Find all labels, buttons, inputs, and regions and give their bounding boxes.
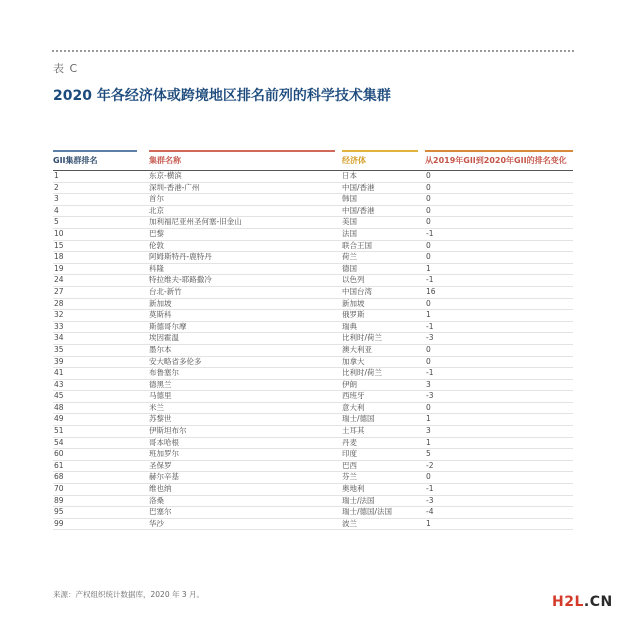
cell-cluster-name: 维也纳 <box>149 484 172 494</box>
cell-rank: 18 <box>54 252 64 262</box>
cell-economy: 俄罗斯 <box>342 310 365 320</box>
cell-cluster-name: 加利福尼亚州圣何塞-旧金山 <box>149 217 242 227</box>
cell-rank: 24 <box>54 275 64 285</box>
cell-rank: 68 <box>54 472 64 482</box>
cell-rank: 51 <box>54 426 64 436</box>
cell-rank: 32 <box>54 310 64 320</box>
cell-economy: 中国/香港 <box>342 182 375 192</box>
cell-rank: 89 <box>54 495 64 505</box>
cell-rank-change: -4 <box>426 507 434 517</box>
table-row <box>53 380 573 392</box>
cell-rank-change: 1 <box>426 437 431 447</box>
cell-rank-change: 0 <box>426 252 431 262</box>
cell-rank-change: 5 <box>426 449 431 459</box>
dotted-divider <box>52 50 574 52</box>
table-row <box>53 519 573 531</box>
cell-economy: 德国 <box>342 263 357 273</box>
cell-economy: 意大利 <box>342 402 365 412</box>
cell-cluster-name: 台北-新竹 <box>149 286 182 296</box>
cell-economy: 瑞士/法国 <box>342 495 375 505</box>
cell-cluster-name: 圣保罗 <box>149 460 172 470</box>
cell-cluster-name: 巴塞尔 <box>149 507 172 517</box>
table-row <box>53 333 573 345</box>
cell-cluster-name: 安大略省多伦多 <box>149 356 202 366</box>
table-row <box>53 438 573 450</box>
cell-economy: 比利时/荷兰 <box>342 368 383 378</box>
cell-cluster-name: 阿姆斯特丹-鹿特丹 <box>149 252 212 262</box>
table-row <box>53 426 573 438</box>
cell-cluster-name: 伦敦 <box>149 240 164 250</box>
cell-economy: 韩国 <box>342 194 357 204</box>
page-title: 2020 年各经济体或跨境地区排名前列的科学技术集群 <box>53 88 391 104</box>
cell-economy: 加拿大 <box>342 356 365 366</box>
cell-economy: 法国 <box>342 228 357 238</box>
cell-cluster-name: 埃因霍温 <box>149 333 179 343</box>
cell-rank: 39 <box>54 356 64 366</box>
cell-cluster-name: 墨尔本 <box>149 344 172 354</box>
cell-rank-change: 0 <box>426 205 431 215</box>
cell-economy: 印度 <box>342 449 357 459</box>
table-row <box>53 206 573 218</box>
table-row <box>53 275 573 287</box>
cell-economy: 伊朗 <box>342 379 357 389</box>
cell-rank-change: 3 <box>426 426 431 436</box>
cell-economy: 瑞士/德国 <box>342 414 375 424</box>
cell-rank-change: -1 <box>426 484 434 494</box>
cell-cluster-name: 马德里 <box>149 391 172 401</box>
cell-rank: 70 <box>54 484 64 494</box>
column-header-economy: 经济体 <box>342 150 418 170</box>
table-row <box>53 217 573 229</box>
cell-economy: 荷兰 <box>342 252 357 262</box>
watermark-part-a: H2L <box>552 594 584 610</box>
cell-economy: 波兰 <box>342 518 357 528</box>
table-row <box>53 507 573 519</box>
cell-rank-change: -1 <box>426 228 434 238</box>
table-row <box>53 403 573 415</box>
table-row <box>53 252 573 264</box>
table-row <box>53 461 573 473</box>
cell-economy: 巴西 <box>342 460 357 470</box>
table-row <box>53 241 573 253</box>
cell-cluster-name: 苏黎世 <box>149 414 172 424</box>
cell-rank-change: -1 <box>426 368 434 378</box>
watermark-part-b: .CN <box>583 594 613 610</box>
table-row <box>53 310 573 322</box>
table-row <box>53 194 573 206</box>
cell-economy: 日本 <box>342 171 357 180</box>
column-header-cluster-name: 集群名称 <box>149 150 335 170</box>
cell-rank: 3 <box>54 194 59 204</box>
cell-rank: 54 <box>54 437 64 447</box>
cell-rank-change: 0 <box>426 182 431 192</box>
cell-rank-change: 1 <box>426 518 431 528</box>
cell-cluster-name: 莫斯科 <box>149 310 172 320</box>
cell-rank-change: 0 <box>426 298 431 308</box>
cell-rank-change: -1 <box>426 321 434 331</box>
cell-rank-change: 0 <box>426 194 431 204</box>
watermark-logo <box>552 594 613 610</box>
cell-economy: 比利时/荷兰 <box>342 333 383 343</box>
cell-rank-change: 3 <box>426 379 431 389</box>
cell-rank-change: 1 <box>426 310 431 320</box>
cell-rank: 5 <box>54 217 59 227</box>
cell-rank: 28 <box>54 298 64 308</box>
cell-rank-change: -3 <box>426 391 434 401</box>
cell-rank-change: 0 <box>426 171 431 180</box>
table-row <box>53 357 573 369</box>
cell-cluster-name: 班加罗尔 <box>149 449 179 459</box>
cell-cluster-name: 赫尔辛基 <box>149 472 179 482</box>
table-row <box>53 299 573 311</box>
table-row <box>53 171 573 183</box>
cell-rank-change: 1 <box>426 414 431 424</box>
cell-economy: 丹麦 <box>342 437 357 447</box>
cell-cluster-name: 首尔 <box>149 194 164 204</box>
cell-economy: 芬兰 <box>342 472 357 482</box>
cell-economy: 中国台湾 <box>342 286 372 296</box>
table-row <box>53 472 573 484</box>
table-row <box>53 287 573 299</box>
cell-rank: 99 <box>54 518 64 528</box>
cell-rank: 95 <box>54 507 64 517</box>
cell-rank: 45 <box>54 391 64 401</box>
cell-rank-change: -1 <box>426 275 434 285</box>
table-row <box>53 229 573 241</box>
table-row <box>53 414 573 426</box>
cell-economy: 瑞典 <box>342 321 357 331</box>
cell-economy: 奥地利 <box>342 484 365 494</box>
cell-rank: 1 <box>54 171 59 180</box>
cell-cluster-name: 深圳-香港-广州 <box>149 182 200 192</box>
cell-rank-change: 0 <box>426 472 431 482</box>
cell-rank: 33 <box>54 321 64 331</box>
cell-cluster-name: 洛桑 <box>149 495 164 505</box>
cell-rank-change: -2 <box>426 460 434 470</box>
table-body <box>53 171 573 530</box>
cell-rank-change: 0 <box>426 356 431 366</box>
table-label: 表 C <box>53 62 79 75</box>
column-header-rank-change: 从2019年GII到2020年GII的排名变化 <box>425 150 573 170</box>
cell-rank: 41 <box>54 368 64 378</box>
table-header <box>0 150 640 170</box>
cell-cluster-name: 布鲁塞尔 <box>149 368 179 378</box>
cell-cluster-name: 科隆 <box>149 263 164 273</box>
cell-economy: 联合王国 <box>342 240 372 250</box>
cell-rank-change: -3 <box>426 333 434 343</box>
cell-cluster-name: 特拉维夫-耶路撒冷 <box>149 275 212 285</box>
cell-rank-change: -3 <box>426 495 434 505</box>
cell-rank-change: 16 <box>426 286 436 296</box>
cell-cluster-name: 斯德哥尔摩 <box>149 321 187 331</box>
cell-rank: 10 <box>54 228 64 238</box>
cell-rank-change: 0 <box>426 217 431 227</box>
table-row <box>53 484 573 496</box>
cell-rank: 27 <box>54 286 64 296</box>
cell-rank: 49 <box>54 414 64 424</box>
cell-economy: 美国 <box>342 217 357 227</box>
cell-cluster-name: 新加坡 <box>149 298 172 308</box>
cell-rank: 35 <box>54 344 64 354</box>
cell-cluster-name: 德黑兰 <box>149 379 172 389</box>
table-row <box>53 264 573 276</box>
cell-cluster-name: 东京-横滨 <box>149 171 182 180</box>
cell-cluster-name: 北京 <box>149 205 164 215</box>
cell-cluster-name: 伊斯坦布尔 <box>149 426 187 436</box>
cell-economy: 西班牙 <box>342 391 365 401</box>
table-row <box>53 368 573 380</box>
cell-rank: 34 <box>54 333 64 343</box>
cell-cluster-name: 巴黎 <box>149 228 164 238</box>
table-row <box>53 449 573 461</box>
cell-rank: 2 <box>54 182 59 192</box>
cell-rank-change: 0 <box>426 240 431 250</box>
cell-cluster-name: 米兰 <box>149 402 164 412</box>
table-row <box>53 345 573 357</box>
cell-rank: 4 <box>54 205 59 215</box>
cell-rank: 19 <box>54 263 64 273</box>
cell-rank-change: 0 <box>426 344 431 354</box>
cell-rank-change: 1 <box>426 263 431 273</box>
cell-rank: 61 <box>54 460 64 470</box>
table-row <box>53 322 573 334</box>
cell-economy: 瑞士/德国/法国 <box>342 507 393 517</box>
cell-cluster-name: 哥本哈根 <box>149 437 179 447</box>
source-note: 来源：产权组织统计数据库，2020 年 3 月。 <box>53 590 205 599</box>
cell-rank: 43 <box>54 379 64 389</box>
cell-economy: 以色列 <box>342 275 365 285</box>
cell-rank: 15 <box>54 240 64 250</box>
cell-economy: 中国/香港 <box>342 205 375 215</box>
cell-rank: 48 <box>54 402 64 412</box>
table-row <box>53 496 573 508</box>
cell-economy: 澳大利亚 <box>342 344 372 354</box>
cell-economy: 新加坡 <box>342 298 365 308</box>
cell-cluster-name: 华沙 <box>149 518 164 528</box>
cell-economy: 土耳其 <box>342 426 365 436</box>
cell-rank-change: 0 <box>426 402 431 412</box>
table-row <box>53 391 573 403</box>
table-row <box>53 183 573 195</box>
cell-rank: 60 <box>54 449 64 459</box>
column-header-rank: GII集群排名 <box>53 150 137 170</box>
